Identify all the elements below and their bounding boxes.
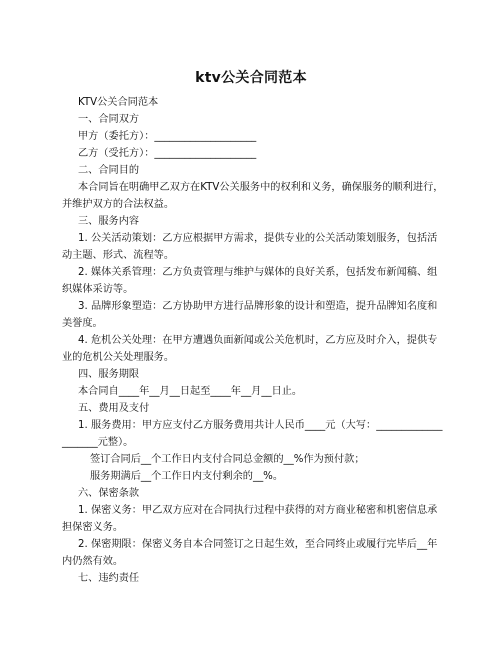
party-b-field: 乙方（受托方）：____________________ <box>78 148 257 159</box>
fee-balance-line: 服务期满后__个工作日内支付剩余的__%。 <box>90 471 284 482</box>
section-heading-purpose: 二、合同目的 <box>78 165 140 176</box>
service-item-brand-image: 3. 品牌形象塑造：乙方协助甲方进行品牌形象的设计和塑造，提升品牌知名度和美誉度。 <box>62 301 438 329</box>
party-a-field: 甲方（委托方）：____________________ <box>78 131 257 142</box>
service-item-media-relations: 2. 媒体关系管理：乙方负责管理与维护与媒体的良好关系，包括发布新闻稿、组织媒体采访等。 <box>62 267 438 295</box>
fee-amount-paragraph: 1. 服务费用：甲方应支付乙方服务费用共计人民币____元（大写：____________________元整）。 <box>62 420 443 448</box>
service-item-pr-planning: 1. 公关活动策划：乙方应根据甲方需求，提供专业的公关活动策划服务，包括活动主题、形式、流程等。 <box>62 233 438 261</box>
confidentiality-period-paragraph: 2. 保密期限：保密义务自本合同签订之日起生效，至合同终止或履行完毕后__年内仍然有效。 <box>62 539 438 567</box>
term-paragraph: 本合同自____年__月__日起至____年__月__日止。 <box>78 386 303 397</box>
section-heading-parties: 一、合同双方 <box>78 114 140 125</box>
contract-name: KTV公关合同范本 <box>78 97 159 108</box>
fee-prepayment-line: 签订合同后__个工作日内支付合同总金额的__%作为预付款； <box>90 454 365 465</box>
document-title: ktv公关合同范本 <box>195 70 307 86</box>
section-heading-fees: 五、费用及支付 <box>78 403 150 414</box>
confidentiality-obligation-paragraph: 1. 保密义务：甲乙双方应对在合同执行过程中获得的对方商业秘密和机密信息承担保密义务。 <box>62 505 438 533</box>
section-heading-confidentiality: 六、保密条款 <box>78 488 140 499</box>
section-heading-term: 四、服务期限 <box>78 369 140 380</box>
purpose-paragraph: 本合同旨在明确甲乙双方在KTV公关服务中的权利和义务，确保服务的顺利进行，并维护双方的合法权益。 <box>62 182 444 210</box>
section-heading-services: 三、服务内容 <box>78 216 140 227</box>
service-item-crisis-pr: 4. 危机公关处理：在甲方遭遇负面新闻或公关危机时，乙方应及时介入，提供专业的危机公关处理服务。 <box>62 335 438 363</box>
section-heading-breach: 七、违约责任 <box>78 573 140 584</box>
